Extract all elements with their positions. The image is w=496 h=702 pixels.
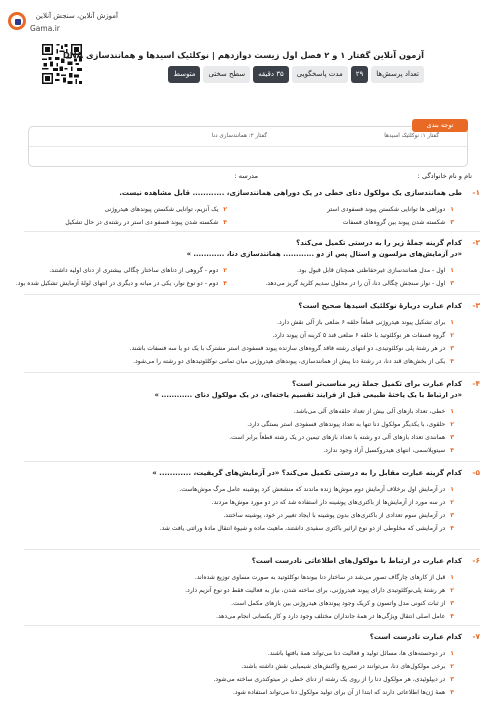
option-text: قبل از کارهای چارگاف تصور می‌شد در ساختار دنا بیوندها نوکلئوتید به صورت مساوی توزیع شده‌اند. <box>194 574 446 581</box>
question-subtext: «در آزمایش‌های مزلسون و استال پس از دو ............ همانندسازی دنا، ............ » <box>186 250 462 258</box>
answer-option-1[interactable] <box>10 571 454 584</box>
option-text: سیتوپلاسمی، انتهای هیدروکسیل آزاد وجود ندارد. <box>323 447 446 454</box>
option-number: ۱ <box>450 574 454 581</box>
answer-option-1[interactable] <box>10 316 454 329</box>
answer-option-2[interactable] <box>10 264 227 277</box>
question-5 <box>10 468 480 535</box>
answer-option-4[interactable] <box>10 355 454 368</box>
answer-option-3[interactable] <box>10 597 454 610</box>
brand-title: آموزش آنلاین، سنجش آنلاین <box>35 12 118 20</box>
answer-options <box>10 203 480 229</box>
option-number: ۳ <box>450 676 454 683</box>
option-number: ۱ <box>450 319 454 326</box>
answer-option-1[interactable] <box>10 483 454 496</box>
question-divider <box>24 549 480 550</box>
answer-option-1[interactable] <box>10 647 454 660</box>
option-number: ۱ <box>450 650 454 657</box>
option-text: در آزمایش سوم تعدادی از باکتری‌های بدون پوشینه با ایجاد تغییر در خود، پوشینه ساختند. <box>223 512 446 519</box>
option-number: ۳ <box>450 219 454 226</box>
question-3 <box>10 301 480 368</box>
answer-option-4[interactable] <box>10 686 454 699</box>
question-number: ۴- <box>472 379 480 388</box>
option-number: ۱ <box>450 206 454 213</box>
option-number: ۲ <box>223 267 227 274</box>
question-number: ۵- <box>472 468 480 477</box>
option-number: ۳ <box>450 345 454 352</box>
school-field: مدرسه : <box>234 172 258 180</box>
time-value: ۳۵ دقیقه <box>253 66 289 83</box>
option-text: دوراهی ها توانایی شکستن پیوند فسفودی استر <box>327 206 446 213</box>
question-divider <box>24 461 480 462</box>
answer-option-2[interactable] <box>10 660 454 673</box>
option-number: ۳ <box>450 280 454 287</box>
answer-options <box>10 571 480 623</box>
gama-logo-icon <box>8 12 26 30</box>
question-divider <box>24 625 480 626</box>
option-number: ۳ <box>450 512 454 519</box>
question-text: کدام گزینه عبارت مقابل را به درستی تکمیل می‌کند؟ «در آزمایش‌های گریفیت، ............ » <box>152 469 462 477</box>
option-text: عامل اصلی انتقال ویژگی‌ها در همهٔ جانداران مختلف وجود دارد و کار یکسانی انجام می‌دهد. <box>216 613 446 620</box>
question-4 <box>10 379 480 457</box>
option-text: دوم - گروهی از دناهای ساختار چگالی بیشتری از دنای اولیه داشتند. <box>49 267 219 274</box>
brand-site: Gama.ir <box>30 24 60 33</box>
answer-option-2[interactable] <box>10 496 454 509</box>
answer-option-4[interactable] <box>10 610 454 623</box>
option-text: در آزمایشی که مخلوطی از دو نوع اراثیر باکتری سفیدی داشتند، ماهیت ماده و شیوهٔ انتقال مادهٔ وراثتی یافت شد. <box>159 525 446 532</box>
option-text: هر رشتهٔ پلی‌نوکلئوتیدی دارای پیوند هیدروژنی، برای ساخته شدن، نیاز به فعالیت فقط دو نوع آنزیم دارد. <box>185 587 446 594</box>
question-6 <box>10 556 480 623</box>
option-number: ۳ <box>450 434 454 441</box>
option-number: ۴ <box>450 525 454 532</box>
option-text: برای تشکیل پیوند هیدروژنی قطعاً حلقه ۶ ضلعی باز آلی نقش دارد. <box>277 319 446 326</box>
option-text: در دیپلوئیدی، هر مولکول دنا را از روی یک رشته از دنای خطی در میتوکندری ساخته می‌شود. <box>213 676 446 683</box>
option-text: خطی، تعداد بازهای آلی بیش از تعداد حلقه‌های آلی می‌باشد. <box>293 408 446 415</box>
answer-option-3[interactable] <box>237 277 454 290</box>
answer-options <box>10 264 480 290</box>
exam-info-row <box>168 66 424 83</box>
answer-option-2[interactable] <box>10 329 454 342</box>
answer-option-1[interactable] <box>237 264 454 277</box>
answer-options <box>10 483 480 535</box>
option-text: دوم - دو نوع نوار، یکی در میانه و دیگری در انتهای لولهٔ آزمایش تشکیل شده بود. <box>15 280 219 287</box>
option-text: از ثبات کنونی مدل واتسون و کریک وجود پیوندهای هیدروژنی بین بازهای مکمل است. <box>231 600 446 607</box>
topics-divider <box>29 146 467 147</box>
time-label: مدت پاسخگویی <box>292 66 348 83</box>
question-header <box>10 632 480 643</box>
option-text: اول - مدل همانندسازی غیرحفاظتی همچنان قابل قبول بود. <box>297 267 446 274</box>
question-header <box>10 379 480 390</box>
option-text: برخی مولکول‌های دنا، می‌توانند در تسریع واکنش‌های شیمیایی نقش داشته باشند. <box>241 663 446 670</box>
answer-options <box>10 647 480 699</box>
option-number: ۲ <box>450 332 454 339</box>
option-number: ۱ <box>450 267 454 274</box>
answer-option-1[interactable] <box>237 203 454 216</box>
option-number: ۲ <box>450 421 454 428</box>
option-text: یکی از بخش‌های قند دنا، در رشتهٔ دنا پیش از همانندسازی، پیوندهای هیدروژنی میان تمامی نوکلئوتیدهای دو رشته را می‌شود. <box>133 358 446 365</box>
answer-option-2[interactable] <box>10 203 227 216</box>
gama-logo[interactable] <box>8 10 118 40</box>
question-text: کدام عبارت دربارهٔ نوکلئیک اسیدها صحیح است؟ <box>298 302 462 310</box>
student-name-field: نام و نام خانوادگی : <box>417 172 472 180</box>
question-divider <box>24 231 480 232</box>
option-text: حلقوی، با یکدیگر مولکول دنا تنها به تعداد پیوندهای فسفودی استر بستگی دارد. <box>247 421 446 428</box>
question-header <box>10 556 480 567</box>
answer-option-1[interactable] <box>10 405 454 418</box>
question-1 <box>10 188 480 229</box>
question-text: کدام عبارت برای تکمیل جملهٔ زیر مناسب‌تر است؟ <box>291 380 462 388</box>
option-text: همهٔ ژن‌ها اطلاعاتی دارند که ابتدا از آن برای تولید مولکول دنا می‌تواند استفاده شود. <box>232 689 446 696</box>
difficulty-label: سطح سختی <box>203 66 250 83</box>
answer-option-2[interactable] <box>10 418 454 431</box>
option-text: گروه فسفات هر نوکلئوتید با حلقه ۶ ضلعی قند ۵ کربنه آن پیوند دارد. <box>272 332 446 339</box>
question-number: ۷- <box>472 632 480 641</box>
option-number: ۱ <box>450 486 454 493</box>
question-header <box>10 238 480 249</box>
section-ribbon: توجه بندی <box>412 119 468 132</box>
answer-option-3[interactable] <box>10 509 454 522</box>
option-number: ۴ <box>450 613 454 620</box>
option-number: ۴ <box>450 358 454 365</box>
question-2 <box>10 238 480 290</box>
answer-option-3[interactable] <box>237 216 454 229</box>
topics-box <box>28 126 468 167</box>
option-number: ۲ <box>450 663 454 670</box>
option-text: شکسته شدن پیوند فسفو دی استر در رشته‌ی در حال تشکیل <box>65 219 219 226</box>
option-text: در آزمایش اول برخلاف آزمایش دوم موش‌ها زنده ماندند که منشعش کرد پوشینه عامل مرگ موش‌هاست. <box>179 486 446 493</box>
option-text: در دوحسته‌های ها، مسائل تولید و فعالیت دنا می‌تواند همهٔ بافتها باشند. <box>267 650 446 657</box>
question-text: کدام عبارت نادرست است؟ <box>369 633 462 641</box>
question-count-value: ۲۹ <box>351 66 369 83</box>
question-divider <box>24 294 480 295</box>
exam-header <box>0 0 496 100</box>
topic-lesson-2: گفتار ۲: همانندسازی دنا <box>211 133 267 139</box>
option-number: ۴ <box>450 689 454 696</box>
option-text: همانندی تعداد بازهای آلی دو رشته با تعداد بازهای تیمین در یک رشته قطعاً برابر است. <box>229 434 446 441</box>
option-number: ۲ <box>450 587 454 594</box>
option-number: ۴ <box>450 447 454 454</box>
question-number: ۶- <box>472 556 480 565</box>
difficulty-value: متوسط <box>168 66 200 83</box>
option-number: ۴ <box>223 280 227 287</box>
question-subtext: «در ارتباط با یک یاختهٔ طبیعی قبل از فرایند تقسیم یاخته‌ای، در یک مولکول دنای ............ » <box>154 391 462 399</box>
question-header <box>10 468 480 479</box>
option-text: اول - نوار سنجش چگالی دنا، آن را در محلول سدیم کلرید گریز می‌دهد. <box>265 280 446 287</box>
question-text: کدام عبارت در ارتباط با مولکول‌های اطلاعاتی نادرست است؟ <box>251 557 462 565</box>
question-7 <box>10 632 480 699</box>
option-number: ۱ <box>450 408 454 415</box>
answer-option-3[interactable] <box>10 342 454 355</box>
question-number: ۲- <box>472 238 480 247</box>
answer-option-2[interactable] <box>10 584 454 597</box>
option-number: ۲ <box>223 206 227 213</box>
question-count-label: تعداد پرسش‌ها <box>371 66 424 83</box>
answer-option-4[interactable] <box>10 522 454 535</box>
option-number: ۳ <box>450 600 454 607</box>
option-text: در هر رشتهٔ پلی نوکلئوتیدی، دو انتهای رشته فاقد گروه‌های سازنده پیوند فسفودی استر مشترک با یک دو یا سه فسفات باشند. <box>129 345 446 352</box>
option-text: در سه مورد از آزمایش‌ها از باکتری‌های پوشینه دار استفاده شد که در دو مورد موش‌ها مردند. <box>211 499 446 506</box>
answer-options <box>10 316 480 368</box>
exam-title: آزمون آنلاین گفتار ۱ و ۲ فصل اول زیست دوازدهم | نوکلئیک اسیدها و همانندسازی DNA <box>62 50 424 60</box>
answer-option-4[interactable] <box>10 216 227 229</box>
question-text: طی همانندسازی یک مولکول دنای خطی در یک دوراهی همانندسازی، ............ قابل مشاهده نیست. <box>119 189 462 197</box>
answer-option-3[interactable] <box>10 673 454 686</box>
answer-option-4[interactable] <box>10 444 454 457</box>
option-text: یک آنزیم، توانایی شکستن پیوندهای هیدروژنی <box>104 206 219 213</box>
option-number: ۲ <box>450 499 454 506</box>
question-text: کدام گزینه جملهٔ زیر را به درستی تکمیل می‌کند؟ <box>296 239 462 247</box>
question-number: ۳- <box>472 301 480 310</box>
question-header <box>10 188 480 199</box>
option-number: ۴ <box>223 219 227 226</box>
question-divider <box>24 372 480 373</box>
option-text: شکسته شدن پیوند بین گروه‌های فسفات <box>342 219 446 226</box>
question-header <box>10 301 480 312</box>
answer-option-4[interactable] <box>10 277 227 290</box>
topic-lesson-1: گفتار ۱: نوکلئیک اسیدها <box>384 133 439 139</box>
answer-option-3[interactable] <box>10 431 454 444</box>
answer-options <box>10 405 480 457</box>
question-number: ۱- <box>472 188 480 197</box>
